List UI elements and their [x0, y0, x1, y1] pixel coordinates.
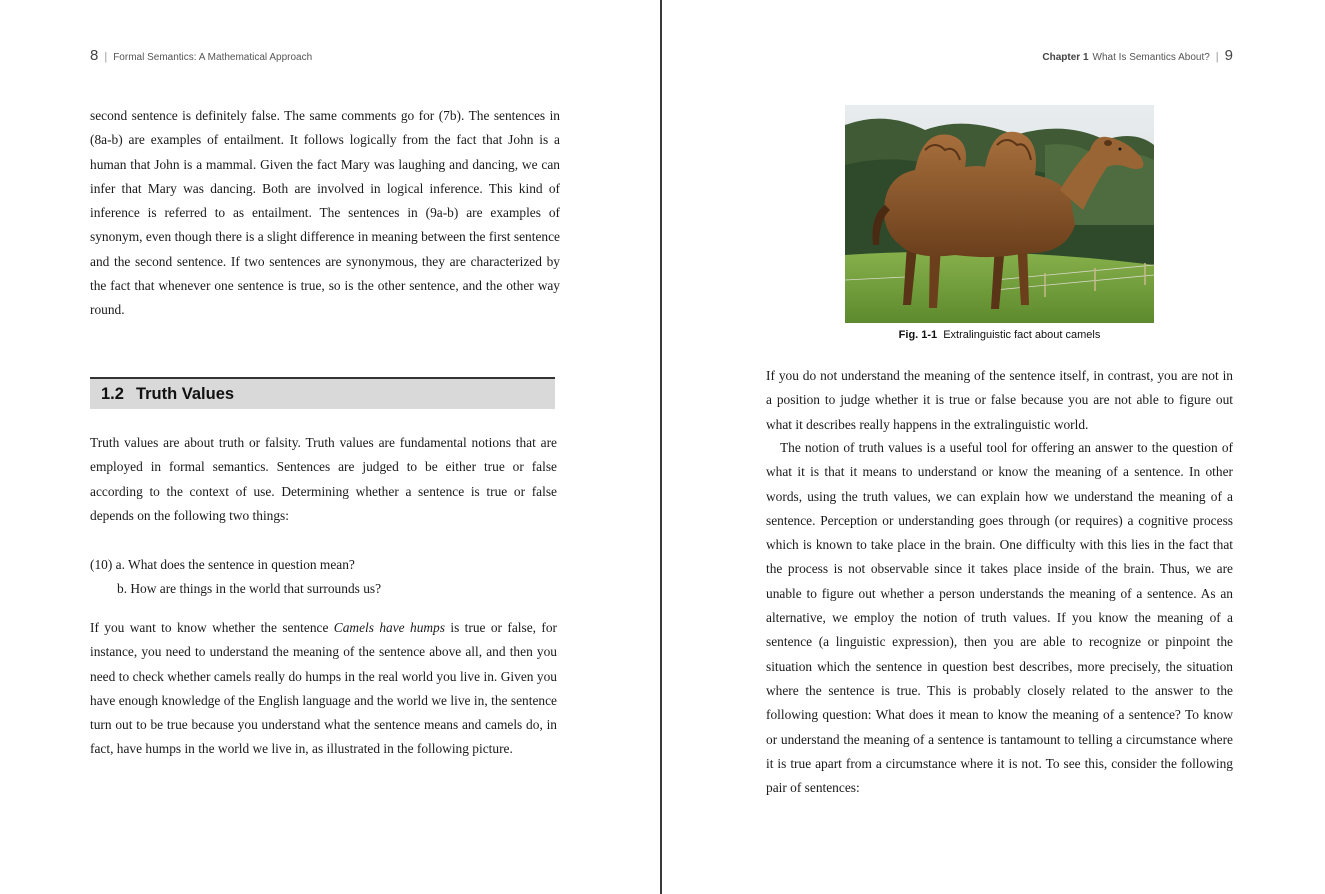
example-10a: (10) a. What does the sentence in question mean?: [90, 557, 355, 572]
figure-caption: [845, 329, 1154, 341]
left-page-number: 8: [90, 47, 99, 64]
example-sentence-italic: Camels have humps: [333, 620, 445, 635]
right-paragraph-1: If you do not understand the meaning of the sentence itself, in contrast, you are not in a position to judge whether it is true or false because you are not able to figure out what it describes really happens in the extralinguistic world.: [766, 368, 1233, 432]
para3-text-before: If you want to know whether the sentence: [90, 620, 334, 635]
example-10b: b. How are things in the world that surrounds us?: [117, 581, 382, 596]
camel-photo: [845, 105, 1154, 323]
chapter-title: What Is Semantics About?: [1092, 52, 1210, 63]
right-running-head: [1042, 47, 1233, 64]
section-heading: [90, 377, 555, 409]
running-head-separator: |: [1215, 51, 1219, 63]
running-head-separator: |: [104, 51, 108, 63]
book-title: Formal Semantics: A Mathematical Approach: [113, 52, 313, 63]
section-title: Truth Values: [135, 384, 235, 403]
left-paragraph-2: Truth values are about truth or falsity. Truth values are fundamental notions that are employed in formal semantics. Sentences are judged to be either true or false according to the context of use. Determining whether a sentence is true or false depends on the following two things:: [90, 435, 557, 523]
left-paragraph-3: [90, 616, 557, 762]
figure-caption-text: Extralinguistic fact about camels: [943, 329, 1101, 341]
para3-text-after: is true or false, for instance, you need to understand the meaning of the sentence above all, and then you need to check whether camels really do humps in the real world you live in. Given you have enough knowledge of the English language and the world we live in, the sentence turn out to be true because you understand what the sentence means and camels do, in fact, have humps in the world we live in, as illustrated in the following picture.: [90, 620, 557, 757]
section-number: 1.2: [101, 384, 124, 403]
right-page-number: 9: [1224, 47, 1233, 64]
left-paragraph-1: second sentence is definitely false. The same comments go for (7b). The sentences in (8a-b) are examples of entailment. It follows logically from the fact that John is a human that John is a mammal. Given the fact Mary was laughing and dancing, we can infer that Mary was dancing. Both are involved in logical inference. This kind of inference is referred to as entailment. The sentences in (9a-b) are examples of synonym, even though there is a slight difference in meaning between the first sentence and the second sentence. If two sentences are synonymous, they are characterized by the fact that whenever one sentence is true, so is the other sentence, and the other way round.: [90, 108, 560, 318]
left-running-head: [90, 47, 312, 64]
chapter-label: Chapter 1: [1042, 52, 1089, 63]
right-paragraph-2: The notion of truth values is a useful tool for offering an answer to the question of what it is that it means to understand or know the meaning of a sentence. In other words, using the truth values, we can explain how we understand the meaning of a sentence. Perception or understanding goes through (or requires) a cognitive process which is known to take place in the brain. One difficulty with this lies in the fact that the process is not observable since it takes place inside of the brain. Thus, we are unable to figure out whether a person understands the meaning of a sentence. As an alternative, we employ the notion of truth values. If you know the meaning of a sentence (a linguistic expression), then you are able to recognize or pinpoint the situation which the sentence in question best describes, more precisely, the situation where the sentence is true. This is probably closely related to the answer to the following question: What does it mean to know the meaning of a sentence? To know or understand the meaning of a sentence is tantamount to telling a circumstance where it is true apart from a circumstance where it is not. To see this, consider the following pair of sentences:: [766, 440, 1233, 796]
figure-label: Fig. 1-1: [898, 329, 938, 341]
